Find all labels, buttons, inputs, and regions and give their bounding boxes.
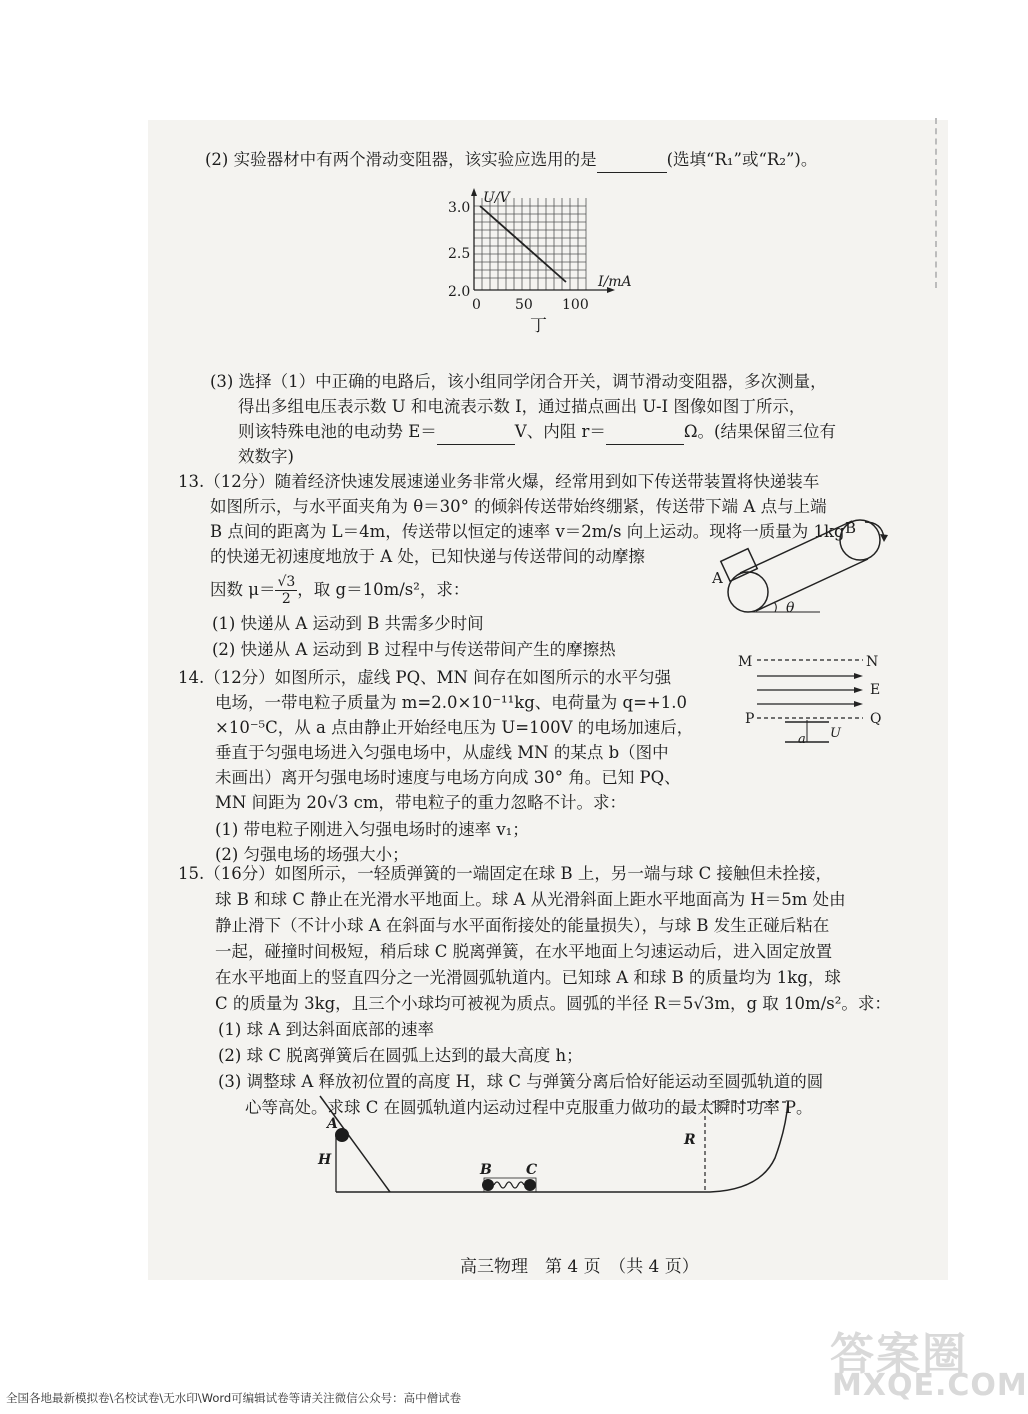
watermark-cn: 答案圈 <box>830 1329 968 1380</box>
q14-line3: ×10⁻⁵C，从 a 点由静止开始经电压为 U=100V 的电场加速后， <box>215 718 694 737</box>
graph-x-label: I/mA <box>598 274 632 290</box>
q13-line4: 的快递无初速度地放于 A 处，已知快递与传送带间的动摩擦 <box>210 547 645 566</box>
q15-line1: 15.（16分）如图所示，一轻质弹簧的一端固定在球 B 上，另一端与球 C 接触但未拴接， <box>178 864 832 883</box>
q14-line4: 垂直于匀强电场进入匀强电场中，从虚线 MN 的某点 b（图中 <box>215 743 669 762</box>
q13-sub2: (2) 快递从 A 运动到 B 过程中与传送带间产生的摩擦热 <box>212 640 616 659</box>
q12-part3-line3 <box>238 420 836 445</box>
graph-x-tick: 100 <box>562 297 589 313</box>
q15-line3: 静止滑下（不计小球 A 在斜面与水平面衔接处的能量损失），与球 B 发生正碰后粘在 <box>215 916 830 935</box>
field-label-n: N <box>866 654 879 670</box>
q13-line3: B 点间的距离为 L＝4m，传送带以恒定的速率 v＝2m/s 向上运动。现将一质量为 1kg <box>210 522 845 541</box>
q15-sub2: (2) 球 C 脱离弹簧后在圆弧上达到的最大高度 h； <box>218 1046 583 1065</box>
q13-line5 <box>210 574 469 607</box>
graph-y-tick: 2.5 <box>448 246 471 262</box>
q14-sub1: (1) 带电粒子刚进入匀强电场时的速率 v₁； <box>215 820 529 839</box>
field-label-m: M <box>738 654 753 670</box>
q13-sub1: (1) 快递从 A 运动到 B 共需多少时间 <box>212 614 484 633</box>
q13-line2: 如图所示，与水平面夹角为 θ＝30° 的倾斜传送带始终绷紧，传送带下端 A 点与上端 <box>210 497 827 516</box>
precision-note: Ω。(结果保留三位有 <box>683 422 836 441</box>
q15-line5: 在水平地面上的竖直四分之一光滑圆弧轨道内。已知球 A 和球 B 的质量均为 1kg，球 <box>215 968 841 987</box>
field-label-q: Q <box>870 711 882 727</box>
q13-line1: 13.（12分）随着经济快速发展速递业务非常火爆，经常用到如下传送带装置将快递装车 <box>178 472 820 491</box>
graph-caption: 丁 <box>530 316 547 336</box>
q14-line1: 14.（12分）如图所示，虚线 PQ、MN 间存在如图所示的水平匀强 <box>178 668 672 687</box>
q12-part2 <box>205 148 817 173</box>
page-footer: 高三物理 第 4 页 （共 4 页） <box>460 1257 699 1277</box>
conveyor-figure <box>700 510 910 640</box>
track-label-r: R <box>684 1132 696 1148</box>
fraction-denominator: 2 <box>281 591 291 607</box>
conveyor-angle: θ <box>786 600 795 616</box>
watermark-en: MXQE.COM <box>832 1368 1028 1403</box>
field-label-a: a <box>798 732 806 747</box>
graph-y-label: U/V <box>483 190 510 206</box>
friction-label: 因数 μ＝ <box>210 580 276 599</box>
track-label-a: A <box>327 1116 338 1132</box>
q12-part2-text: (2) 实验器材中有两个滑动变阻器，该实验应选用的是 <box>205 150 597 169</box>
graph-x-tick: 50 <box>515 297 533 313</box>
q14-sub2: (2) 匀强电场的场强大小； <box>215 845 409 864</box>
gravity-note: ，取 g＝10m/s²，求： <box>297 580 470 599</box>
conveyor-label-a: A <box>712 569 723 587</box>
q15-sub3-b: 心等高处。求球 C 在圆弧轨道内运动过程中克服重力做功的最大瞬时功率 P。 <box>245 1098 813 1117</box>
friction-fraction <box>275 574 297 607</box>
graph-y-tick: 2.0 <box>448 284 471 300</box>
answer-blank-resistance[interactable] <box>606 420 684 445</box>
track-figure <box>290 1088 850 1208</box>
q12-part3-line2: 得出多组电压表示数 U 和电流表示数 I，通过描点画出 U-I 图像如图丁所示， <box>238 397 806 416</box>
q15-line6: C 的质量为 3kg，且三个小球均可被视为质点。圆弧的半径 R＝5√3m，g 取 10m/s²。求： <box>215 994 891 1013</box>
q12-part2-tail: (选填“R₁”或“R₂”)。 <box>666 150 818 169</box>
site-watermark <box>820 1318 1028 1408</box>
fraction-numerator: √3 <box>277 574 296 590</box>
q12-part3-line4: 效数字) <box>238 447 294 466</box>
q15-sub3-a: (3) 调整球 A 释放初位置的高度 H，球 C 与弹簧分离后恰好能运动至圆弧轨道的圆 <box>218 1072 824 1091</box>
q15-sub1: (1) 球 A 到达斜面底部的速率 <box>218 1020 435 1039</box>
electric-field-figure <box>745 648 875 758</box>
q15-line4: 一起，碰撞时间极短，稍后球 C 脱离弹簧，在水平地面上匀速运动后，进入固定放置 <box>215 942 833 961</box>
q14-line5: 未画出）离开匀强电场时速度与电场方向成 30° 角。已知 PQ、 <box>215 768 681 787</box>
answer-blank-emf[interactable] <box>437 420 515 445</box>
field-label-p: P <box>745 711 755 727</box>
graph-y-tick: 3.0 <box>448 200 471 216</box>
field-label-e: E <box>870 682 881 698</box>
resistance-label: V、内阻 r＝ <box>514 422 606 441</box>
emf-label: 则该特殊电池的电动势 E＝ <box>238 422 437 441</box>
field-label-u: U <box>830 726 841 741</box>
q15-line2: 球 B 和球 C 静止在光滑水平地面上。球 A 从光滑斜面上距水平地面高为 H＝5m 处由 <box>215 890 846 909</box>
page-edge-fold <box>935 118 939 288</box>
answer-blank-resistor[interactable] <box>597 148 667 173</box>
conveyor-label-b: B <box>845 519 857 537</box>
q12-part3-line1: (3) 选择（1）中正确的电路后，该小组同学闭合开关，调节滑动变阻器，多次测量， <box>210 372 827 391</box>
track-label-c: C <box>526 1162 538 1178</box>
track-label-h: H <box>318 1152 332 1168</box>
graph-x-tick: 0 <box>472 297 481 313</box>
track-label-b: B <box>480 1162 492 1178</box>
q14-line2: 电场，一带电粒子质量为 m=2.0×10⁻¹¹kg、电荷量为 q=+1.0 <box>215 693 687 712</box>
q14-line6: MN 间距为 20√3 cm，带电粒子的重力忽略不计。求： <box>215 793 626 812</box>
bottom-note: 全国各地最新模拟卷\名校试卷\无水印\Word可编辑试卷等请关注微信公众号：高中僧试卷 <box>6 1391 462 1405</box>
